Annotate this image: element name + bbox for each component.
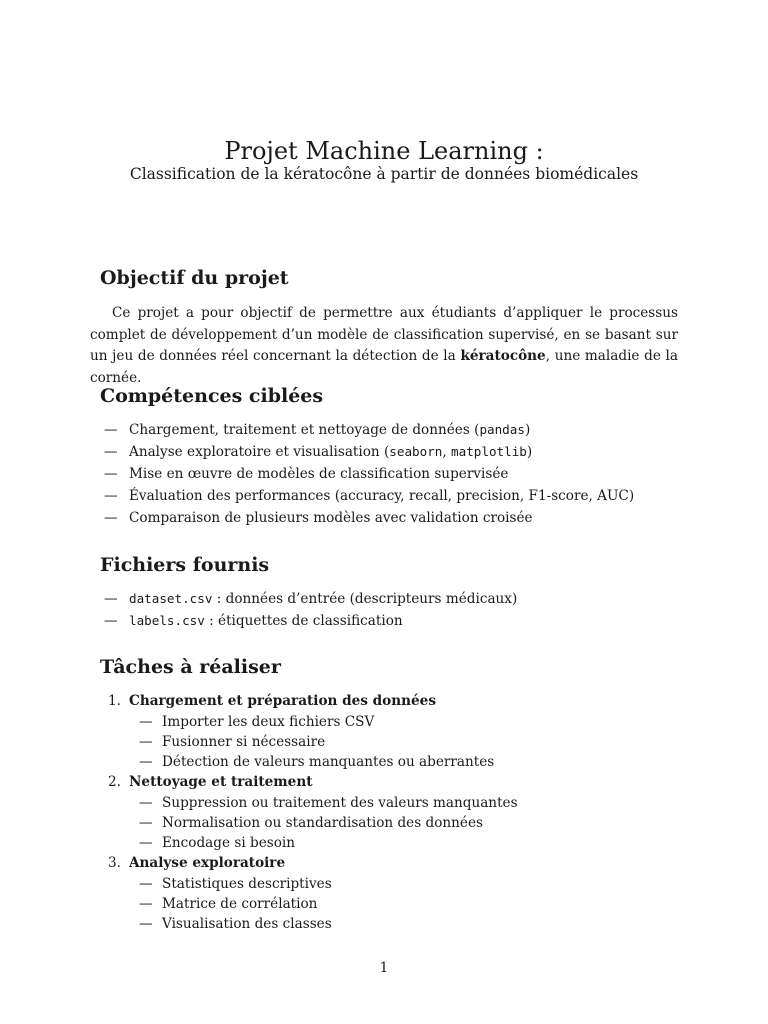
heading-fichiers: Fichiers fournis	[100, 554, 270, 576]
heading-taches: Tâches à réaliser	[100, 656, 281, 678]
task-subitem: — Encodage si besoin	[139, 833, 668, 853]
code-term: seaborn	[389, 444, 443, 459]
task-title: Analyse exploratoire	[129, 855, 286, 871]
file-description: : étiquettes de classification	[204, 613, 403, 629]
file-name: dataset.csv	[129, 591, 213, 606]
list-item	[104, 463, 684, 485]
item-text: Comparaison de plusieurs modèles avec validation croisée	[129, 510, 533, 526]
objectif-paragraph	[90, 303, 678, 389]
list-item	[104, 610, 684, 632]
task-title: Chargement et préparation des données	[129, 693, 436, 709]
objectif-text-before: Ce projet a pour objectif de permettre aux étudiants d’appliquer le processus complet de développement d’un modèle de classification supervisé, en se basant sur un jeu de données réel concernant la détection de la	[90, 305, 678, 364]
objectif-text-after: , une maladie de la cornée.	[90, 348, 679, 386]
item-text: Analyse exploratoire et visualisation (	[129, 444, 390, 460]
list-item	[104, 588, 684, 610]
task-item	[108, 691, 668, 772]
code-term: matplotlib	[451, 444, 527, 459]
objectif-bold-term: kératocône	[460, 348, 546, 364]
item-text: )	[524, 422, 531, 438]
document-title: Projet Machine Learning :	[224, 137, 544, 165]
list-item	[104, 485, 684, 507]
task-subitems	[129, 874, 668, 934]
task-number: 2.	[108, 774, 121, 790]
list-item	[104, 419, 684, 441]
task-subitems	[129, 793, 668, 853]
task-title: Nettoyage et traitement	[129, 774, 313, 790]
list-item	[104, 441, 684, 463]
taches-list	[108, 691, 668, 934]
file-description: : données d’entrée (descripteurs médicaux)	[212, 591, 518, 607]
file-name: labels.csv	[129, 613, 205, 628]
fichiers-list	[104, 588, 684, 632]
heading-competences: Compétences ciblées	[100, 385, 324, 407]
item-text: Évaluation des performances (accuracy, recall, precision, F1-score, AUC)	[129, 488, 635, 504]
task-subitem: — Statistiques descriptives	[139, 874, 668, 894]
heading-objectif: Objectif du projet	[100, 267, 289, 289]
code-term: pandas	[479, 422, 525, 437]
task-subitem: — Normalisation ou standardisation des données	[139, 813, 668, 833]
competences-list	[104, 419, 684, 529]
item-text: )	[526, 444, 533, 460]
task-subitems	[129, 712, 668, 772]
task-subitem: — Visualisation des classes	[139, 914, 668, 934]
item-text: ,	[442, 444, 452, 460]
task-number: 1.	[108, 693, 121, 709]
item-text: Mise en œuvre de modèles de classification supervisée	[129, 466, 509, 482]
task-item	[108, 772, 668, 853]
task-subitem: — Importer les deux fichiers CSV	[139, 712, 668, 732]
task-subitem: — Suppression ou traitement des valeurs manquantes	[139, 793, 668, 813]
task-subitem: — Fusionner si nécessaire	[139, 732, 668, 752]
document-subtitle: Classification de la kératocône à partir de données biomédicales	[129, 165, 639, 183]
item-text: Chargement, traitement et nettoyage de données (	[129, 422, 480, 438]
task-number: 3.	[108, 855, 121, 871]
list-item	[104, 507, 684, 529]
task-item	[108, 853, 668, 934]
task-subitem: — Détection de valeurs manquantes ou aberrantes	[139, 752, 668, 772]
page-number: 1	[379, 960, 389, 976]
task-subitem: — Matrice de corrélation	[139, 894, 668, 914]
